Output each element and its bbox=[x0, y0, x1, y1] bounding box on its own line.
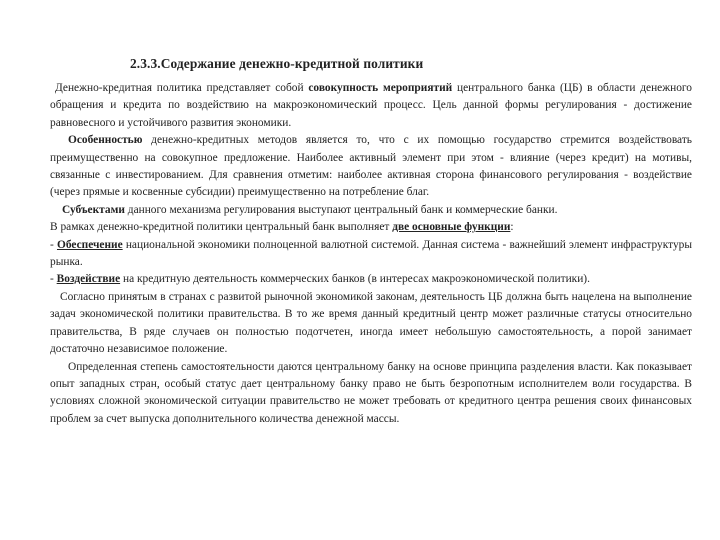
paragraph-text: национальной экономики полноценной валютной системой. Данная система - важнейший элемент инфраструктуры рынка. bbox=[50, 238, 692, 269]
paragraph-text: данного механизма регулирования выступают центральный банк и коммерческие банки. bbox=[124, 203, 558, 216]
paragraph-text: : bbox=[510, 221, 514, 234]
list-dash: - bbox=[50, 238, 57, 251]
paragraph-text: В рамках денежно-кредитной политики центральный банк выполняет bbox=[50, 221, 393, 234]
document-body bbox=[50, 80, 692, 428]
paragraph-definition bbox=[50, 80, 692, 132]
paragraph-subjects bbox=[50, 202, 692, 219]
paragraph-text: центрального банка (ЦБ) в области денежного обращения и кредита по воздействию на макроэкономический процесс. Цель данной формы регулирования - достижение равновесного и устойчивого развития экономики. bbox=[50, 82, 692, 129]
bold-underlined-term: Воздействие bbox=[56, 273, 121, 286]
paragraph-text: денежно-кредитных методов является то, что с их помощью государство стремится воздействовать преимущественно на совокупное предложение. Наиболее активный элемент при этом - влияние (через кредит) на мотивы, связанные с инвестированием. Для сравнения отметим: наиболее активная сторона финансового регулирования - воздействие (через прямые и косвенные субсидии) преимущественно на потребление благ. bbox=[50, 134, 692, 199]
paragraph-independence: Определенная степень самостоятельности даются центральному банку на основе принципа разделения власти. Как показывает опыт западных стран, особый статус дает центральному банку право не быть безропотным исполнителем воли государства. В условиях сложной экономической ситуации правительство не может требовать от кредитного центра решения своих финансовых проблем за счет выпуска дополнительного количества денежной массы. bbox=[50, 360, 692, 425]
paragraph-laws: Согласно принятым в странах с развитой рыночной экономикой законам, деятельность ЦБ должна быть нацелена на выполнение задач экономической политики правительства. В то же время данный кредитный центр может различные статусы относительно правительства, В ряде случаев он полностью подотчетен, иногда имеет небольшую самостоятельность, а порой занимает достаточно независимое положение. bbox=[50, 290, 692, 356]
list-item-function-1 bbox=[50, 237, 692, 272]
bold-underlined-term: Обеспечение bbox=[56, 238, 123, 251]
bold-underlined-term: две основные функции bbox=[392, 221, 511, 234]
page-title: 2.3.3.Содержание денежно-кредитной политики bbox=[130, 56, 424, 71]
list-dash: - bbox=[50, 273, 57, 286]
bold-term: Особенностью bbox=[68, 134, 143, 147]
paragraph-features bbox=[50, 132, 692, 202]
paragraph-functions-intro bbox=[50, 219, 692, 236]
bold-term: совокупность мероприятий bbox=[308, 82, 453, 94]
paragraph-text: Денежно-кредитная политика представляет собой bbox=[55, 82, 309, 94]
paragraph-text: на кредитную деятельность коммерческих банков (в интересах макроэкономической политики). bbox=[120, 273, 590, 286]
bold-term: Субъектами bbox=[62, 203, 125, 216]
list-item-function-2 bbox=[50, 271, 692, 288]
